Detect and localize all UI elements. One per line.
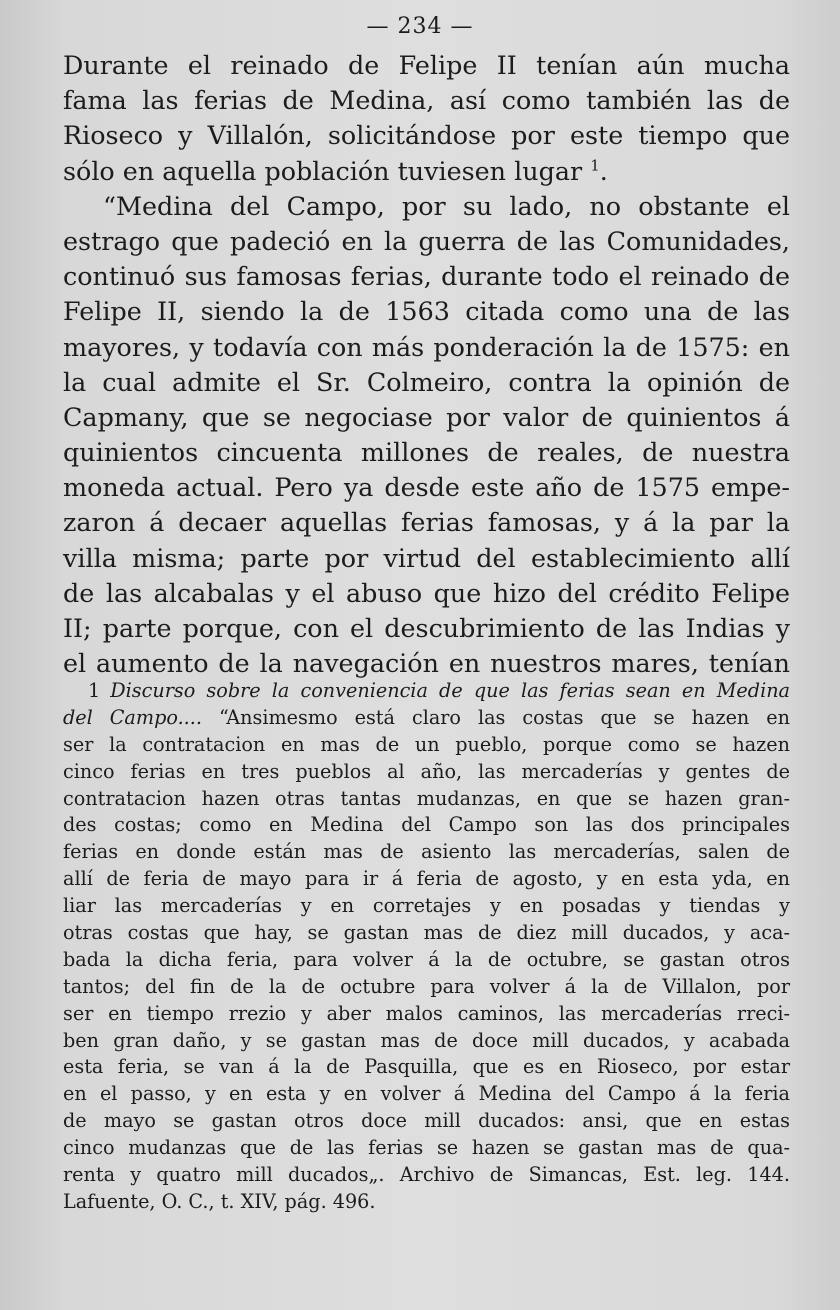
main-text-line: quinientos cincuenta millones de reales, de nuestra [63,437,790,468]
main-text-line: Felipe II, siendo la de 1563 citada como una de las [63,296,790,327]
main-text-line: mayores, y todavía con más ponderación la de 1575: en [63,331,790,362]
footnote-line [63,705,790,732]
footnote-line: renta y quatro mill ducados„. Archivo de Simancas, Est. leg. 144. [63,1163,790,1187]
main-text-line: zaron á decaer aquellas ferias famosas, y á la par la [63,507,790,538]
page-number: — 234 — [366,14,474,39]
footnote-line-content: “Ansimesmo está claro las costas que se hazen en [218,705,790,729]
main-text-line: estrago que padeció en la guerra de las Comunidades, [63,225,790,256]
footnote-line: ser en tiempo rrezio y aber malos caminos, las mercaderías rreci- [63,1001,790,1025]
footnote-line: de mayo se gastan otros doce mill ducados: ansi, que en estas [63,1109,790,1133]
footnote-line: ferias en donde están mas de asiento las mercaderías, salen de [63,840,790,864]
footnote-line: ser la contratacion en mas de un pueblo, porque como se hazen [63,732,790,756]
footnote-line: otras costas que hay, se gastan mas de diez mill ducados, y aca- [63,921,790,945]
footnote-line: ben gran daño, y se gastan mas de doce mill ducados, y acabada [63,1028,790,1052]
main-text-line: Capmany, que se negociase por valor de quinientos á [63,401,790,432]
footnote-line: cinco mudanzas que de las ferias se hazen se gastan mas de qua- [63,1136,790,1160]
main-text-line: la cual admite el Sr. Colmeiro, contra la opinión de [63,366,790,397]
footnote-line: Lafuente, O. C., t. XIV, pág. 496. [63,1189,376,1213]
footnote-line: liar las mercaderías y en corretajes y en posadas y tiendas y [63,894,790,918]
main-text-line: moneda actual. Pero ya desde este año de 1575 empe- [63,472,790,503]
footnote-mark: 1 [88,679,101,702]
main-text-line: de las alcabalas y el abuso que hizo del crédito Felipe [63,577,790,608]
footnote-line: cinco ferias en tres pueblos al año, las mercaderías y gentes de [63,759,790,783]
main-text-line: villa misma; parte por virtud del establecimiento allí [63,542,790,573]
main-text-line: II; parte porque, con el descubrimiento de las Indias y [63,613,790,643]
footnote [63,678,790,1216]
main-text [63,48,790,681]
footnote-line: des costas; como en Medina del Campo son las dos principales [63,813,790,837]
footnote-line [63,678,790,705]
footnote-title-continued: del Campo.... [63,705,202,729]
main-text-line: Rioseco y Villalón, solicitándose por este tiempo que [63,120,790,151]
footnote-reference: 1 [590,156,600,175]
main-text-line: “Medina del Campo, por su lado, no obstante el [103,190,790,221]
main-text-line: continuó sus famosas ferias, durante todo el reinado de [63,261,790,292]
main-text-line: el aumento de la navegación en nuestros mares, tenían [63,648,790,679]
main-text-line: Durante el reinado de Felipe II tenían aún mucha [63,50,790,80]
footnote-line: allí de feria de mayo para ir á feria de agosto, y en esta yda, en [63,867,790,891]
main-text-line: fama las ferias de Medina, así como también las de [63,85,790,116]
footnote-line: en el passo, y en esta y en volver á Medina del Campo á la feria [63,1082,790,1106]
footnote-line: esta feria, se van á la de Pasquilla, que es en Rioseco, por estar [63,1055,790,1079]
main-text-line-content: sólo en aquella población tuviesen lugar [63,155,583,186]
footnote-reference-suffix: . [599,155,608,186]
footnote-line: tantos; del fin de la de octubre para volver á la de Villalon, por [63,974,790,998]
footnote-line: contratacion hazen otras tantas mudanzas, en que se hazen gran- [63,786,790,810]
footnote-line: bada la dicha feria, para volver á la de octubre, se gastan otros [63,947,790,971]
main-text-line [63,154,790,189]
footnote-title: Discurso sobre la conveniencia de que las ferias sean en Medina [110,679,790,702]
